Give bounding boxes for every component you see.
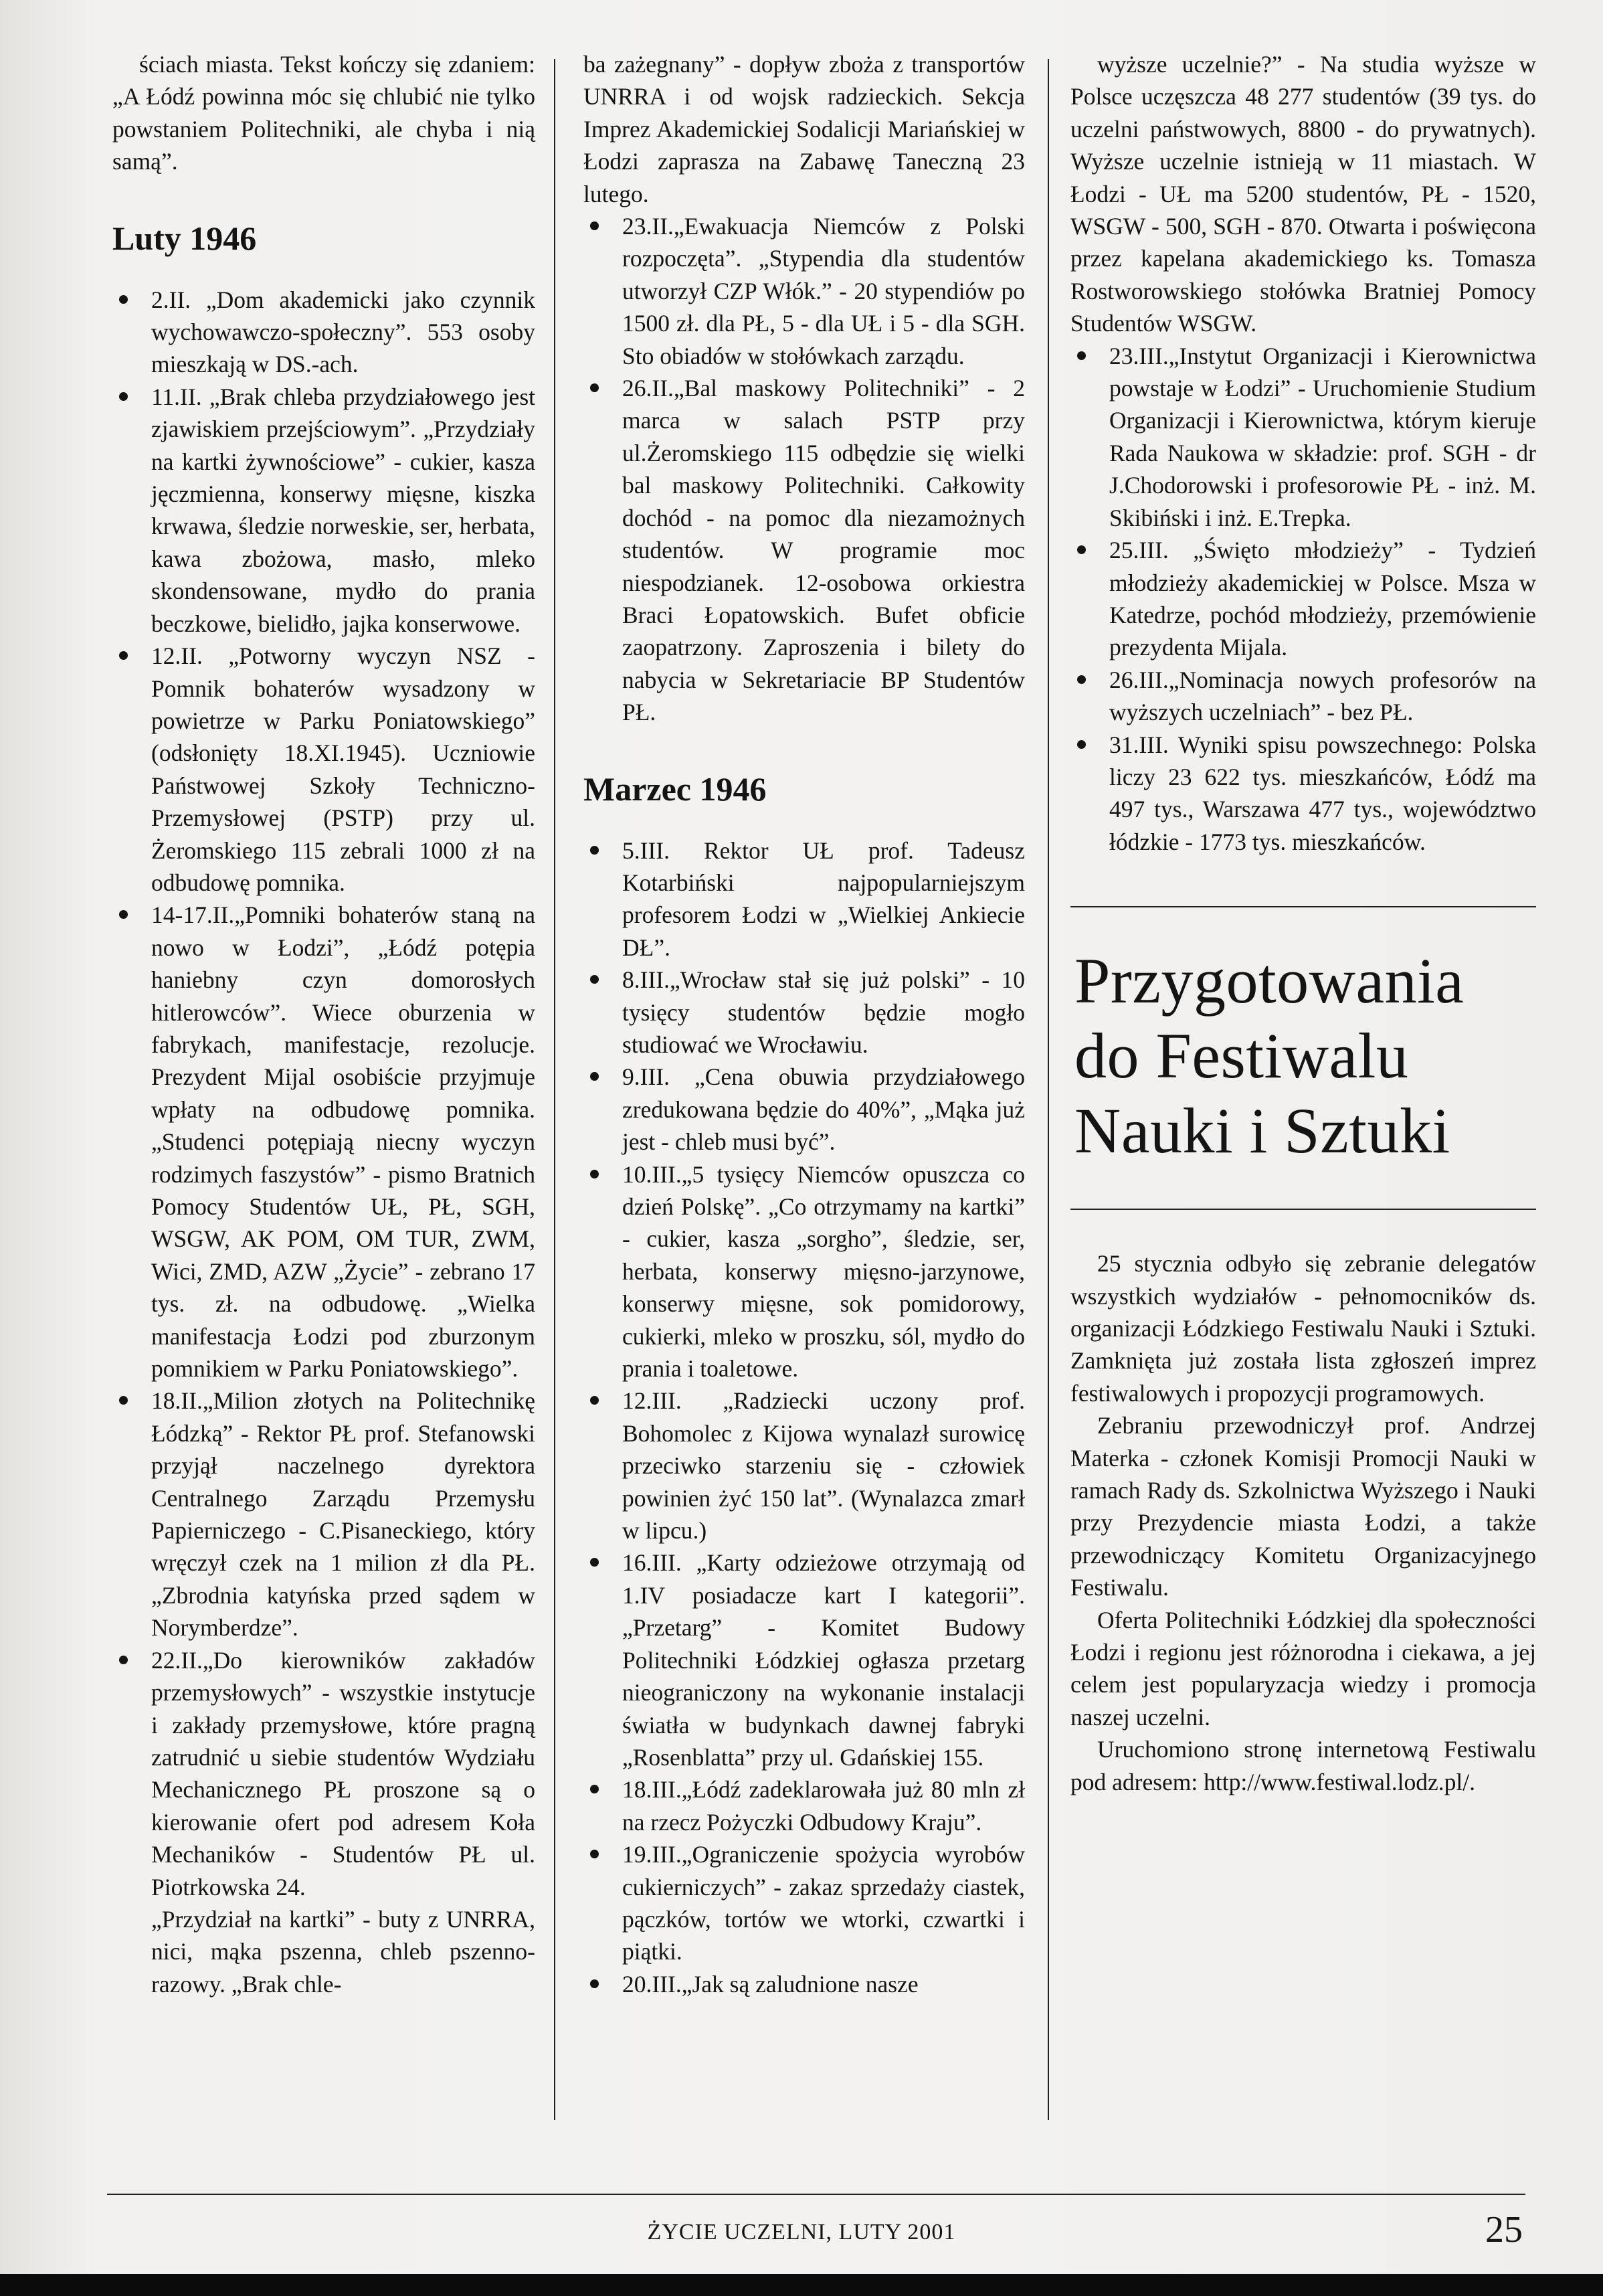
chronicle-item: 26.II.„Bal maskowy Politechniki” - 2 marca w salach PSTP przy ul.Żeromskiego 115 odbędzie się wielki bal maskowy Politechniki. Całkowity dochód - na pomoc dla niezamożnych studentów. W programie moc niespodzianek. 12-osobowa orkiestra Braci Łopatowskich. Bufet obficie zaopatrzony. Zaproszenia i bilety do nabycia w Sekretariacie BP Studentów PŁ. [583,372,1025,728]
chronicle-item: 9.III. „Cena obuwia przydziałowego zredukowana będzie do 40%”, „Mąka już jest - chleb musi być”. [583,1061,1025,1158]
chronicle-item: 5.III. Rektor UŁ prof. Tadeusz Kotarbiński najpopularniejszym profesorem Łodzi w „Wielkiej Ankiecie DŁ”. [583,834,1025,964]
chronicle-item: 22.II.„Do kierowników zakładów przemysłowych” - wszystkie instytucje i zakłady przemysłowe, które pragną zatrudnić u siebie studentów Wydziału Mechanicznego PŁ proszone są o kierowanie ofert pod adresem Koła Mechaników - Studentów PŁ ul. Piotrkowska 24. „Przydział na kartki” - buty z UNRRA, nici, mąka pszenna, chleb pszenno-razowy. „Brak chle- [112,1644,535,2000]
chronicle-item: 25.III. „Święto młodzieży” - Tydzień młodzieży akademickiej w Polsce. Msza w Katedrze, pochód młodzieży, przemówienie prezydenta Mijala. [1070,534,1536,664]
chronicle-list-february [112,284,535,2001]
column-2 [583,48,1025,2000]
continued-paragraph: ściach miasta. Tekst kończy się zdaniem: „A Łódź powinna móc się chlubić nie tylko powstaniem Politechniki, ale chyba i nią samą”. [112,51,535,175]
chronicle-item: 8.III.„Wrocław stał się już polski” - 10 tysięcy studentów będzie mogło studiować we Wrocławiu. [583,964,1025,1061]
column-divider [554,59,555,2120]
chronicle-item: 20.III.„Jak są zaludnione nasze [583,1968,1025,2000]
chronicle-item: 12.II. „Potworny wyczyn NSZ - Pomnik bohaterów wysadzony w powietrze w Parku Poniatowskiego” (odsłonięty 18.XI.1945). Uczniowie Państwowej Szkoły Techniczno-Przemysłowej (PSTP) przy ul. Żeromskiego 115 zebrali 1000 zł na odbudowę pomnika. [112,640,535,899]
continued-paragraph: wyższe uczelnie?” - Na studia wyższe w Polsce uczęszcza 48 277 studentów (39 tys. do uczelni państwowych, 8800 - do prywatnych). Wyższe uczelnie istnieją w 11 miastach. W Łodzi - UŁ ma 5200 studentów, PŁ - 1520, WSGW - 500, SGH - 870. Otwarta i poświęcona przez kapelana akademickiego ks. Tomasza Rostworowskiego stołówka Bratniej Pomocy Studentów WSGW. [1070,51,1536,337]
feature-article-body [1070,1247,1536,1798]
article-paragraph: Oferta Politechniki Łódzkiej dla społeczności Łodzi i regionu jest różnorodna i ciekawa, a jej celem jest popularyzacja wiedzy i promocja naszej uczelni. [1070,1606,1536,1731]
footer-rule [107,2194,1525,2195]
chronicle-item: 16.III. „Karty odzieżowe otrzymają od 1.IV posiadacze kart I kategorii”. „Przetarg” - Komitet Budowy Politechniki Łódzkiej ogłasza przetarg nieograniczony na wykonanie instalacji światła w budynkach dawnej fabryki „Rosenblatta” przy ul. Gdańskiej 155. [583,1547,1025,1773]
feature-headline: Przygotowania do Festiwalu Nauki i Sztuki [1074,945,1465,1167]
article-paragraph: Uruchomiono stronę internetową Festiwalu pod adresem: http://www.festiwal.lodz.pl/. [1070,1736,1536,1795]
feature-bottom-rule [1070,1209,1536,1210]
scan-edge [0,2274,1603,2296]
article-paragraph: Zebraniu przewodniczył prof. Andrzej Materka - członek Komisji Promocji Nauki w ramach Rady ds. Szkolnictwa Wyższego i Nauki przy Prezydencie miasta Łodzi, a także przewodniczący Komitetu Organizacyjnego Festiwalu. [1070,1412,1536,1601]
column-divider [1048,59,1049,2120]
section-heading-march-1946: Marzec 1946 [583,770,767,808]
chronicle-list-march [583,834,1025,2001]
page-number: 25 [1485,2209,1523,2250]
chronicle-item: 26.III.„Nominacja nowych profesorów na wyższych uczelniach” - bez PŁ. [1070,664,1536,729]
section-heading-february-1946: Luty 1946 [112,219,257,257]
chronicle-item: 2.II. „Dom akademicki jako czynnik wychowawczo-społeczny”. 553 osoby mieszkają w DS.-ach. [112,284,535,381]
feature-top-rule [1070,906,1536,907]
chronicle-list-march-cont [1070,340,1536,859]
chronicle-item: 10.III.„5 tysięcy Niemców opuszcza co dzień Polskę”. „Co otrzymamy na kartki” - cukier, kasza „sorgho”, śledzie, ser, herbata, konserwy mięsno-jarzynowe, konserwy mięsne, sok pomidorowy, cukierki, mleko w proszku, sól, mydło do prania i toaletowe. [583,1158,1025,1385]
column-1 [112,48,535,2000]
column-3 [1070,48,1536,1798]
article-paragraph: 25 stycznia odbyło się zebranie delegatów wszystkich wydziałów - pełnomocników ds. organizacji Łódzkiego Festiwalu Nauki i Sztuki. Zamknięta już została lista zgłoszeń imprez festiwalowych i propozycji programowych. [1070,1250,1536,1407]
chronicle-list-february-cont [583,210,1025,729]
chronicle-item: 11.II. „Brak chleba przydziałowego jest zjawiskiem przejściowym”. „Przydziały na kartki żywnościowe” - cukier, kasza jęczmienna, konserwy mięsne, kiszka krwawa, śledzie norweskie, ser, herbata, kawa zbożowa, masło, mleko skondensowane, mydło do prania beczkowe, bielidło, jajka konserwowe. [112,381,535,640]
continued-paragraph: ba zażegnany” - dopływ zboża z transportów UNRRA i od wojsk radzieckich. Sekcja Imprez Akademickiej Sodalicji Mariańskiej w Łodzi zaprasza na Zabawę Taneczną 23 lutego. [583,51,1025,207]
chronicle-item: 18.III.„Łódź zadeklarowała już 80 mln zł na rzecz Pożyczki Odbudowy Kraju”. [583,1773,1025,1838]
chronicle-item: 18.II.„Milion złotych na Politechnikę Łódzką” - Rektor PŁ prof. Stefanowski przyjął naczelnego dyrektora Centralnego Zarządu Przemysłu Papierniczego - C.Pisaneckiego, który wręczył czek na 1 milion zł dla PŁ. „Zbrodnia katyńska przed sądem w Norymberdze”. [112,1385,535,1644]
chronicle-item: 14-17.II.„Pomniki bohaterów staną na nowo w Łodzi”, „Łódź potępia haniebny czyn domorosłych hitlerowców”. Wiece oburzenia w fabrykach, manifestacje, rezolucje. Prezydent Mijal osobiście przyjmuje wpłaty na odbudowę pomnika. „Studenci potępiają niecny wyczyn rodzimych faszystów” - pismo Bratnich Pomocy Studentów UŁ, PŁ, SGH, WSGW, AK POM, OM TUR, ZWM, Wici, ZMD, AZW „Życie” - zebrano 17 tys. zł. na odbudowę. „Wielka manifestacja Łodzi pod zburzonym pomnikiem w Parku Poniatowskiego”. [112,899,535,1385]
chronicle-item: 19.III.„Ograniczenie spożycia wyrobów cukierniczych” - zakaz sprzedaży ciastek, pączków, tortów we wtorki, czwartki i piątki. [583,1838,1025,1968]
footer-publication: ŻYCIE UCZELNI, LUTY 2001 [647,2220,956,2244]
chronicle-item: 23.III.„Instytut Organizacji i Kierownictwa powstaje w Łodzi” - Uruchomienie Studium Organizacji i Kierownictwa, którym kieruje Rada Naukowa w składzie: prof. SGH - dr J.Chodorowski i profesorowie PŁ - inż. M. Skibiński i inż. E.Trepka. [1070,340,1536,534]
chronicle-item: 12.III. „Radziecki uczony prof. Bohomolec z Kijowa wynalazł surowicę przeciwko starzeniu się - człowiek powinien żyć 150 lat”. (Wynalazca zmarł w lipcu.) [583,1385,1025,1547]
chronicle-item: 23.II.„Ewakuacja Niemców z Polski rozpoczęta”. „Stypendia dla studentów utworzył CZP Włók.” - 20 stypendiów po 1500 zł. dla PŁ, 5 - dla UŁ i 5 - dla SGH. Sto obiadów w stołówkach zarządu. [583,210,1025,372]
chronicle-item: 31.III. Wyniki spisu powszechnego: Polska liczy 23 622 tys. mieszkańców, Łódź ma 497 tys., Warszawa 477 tys., województwo łódzkie - 1773 tys. mieszkańców. [1070,729,1536,859]
